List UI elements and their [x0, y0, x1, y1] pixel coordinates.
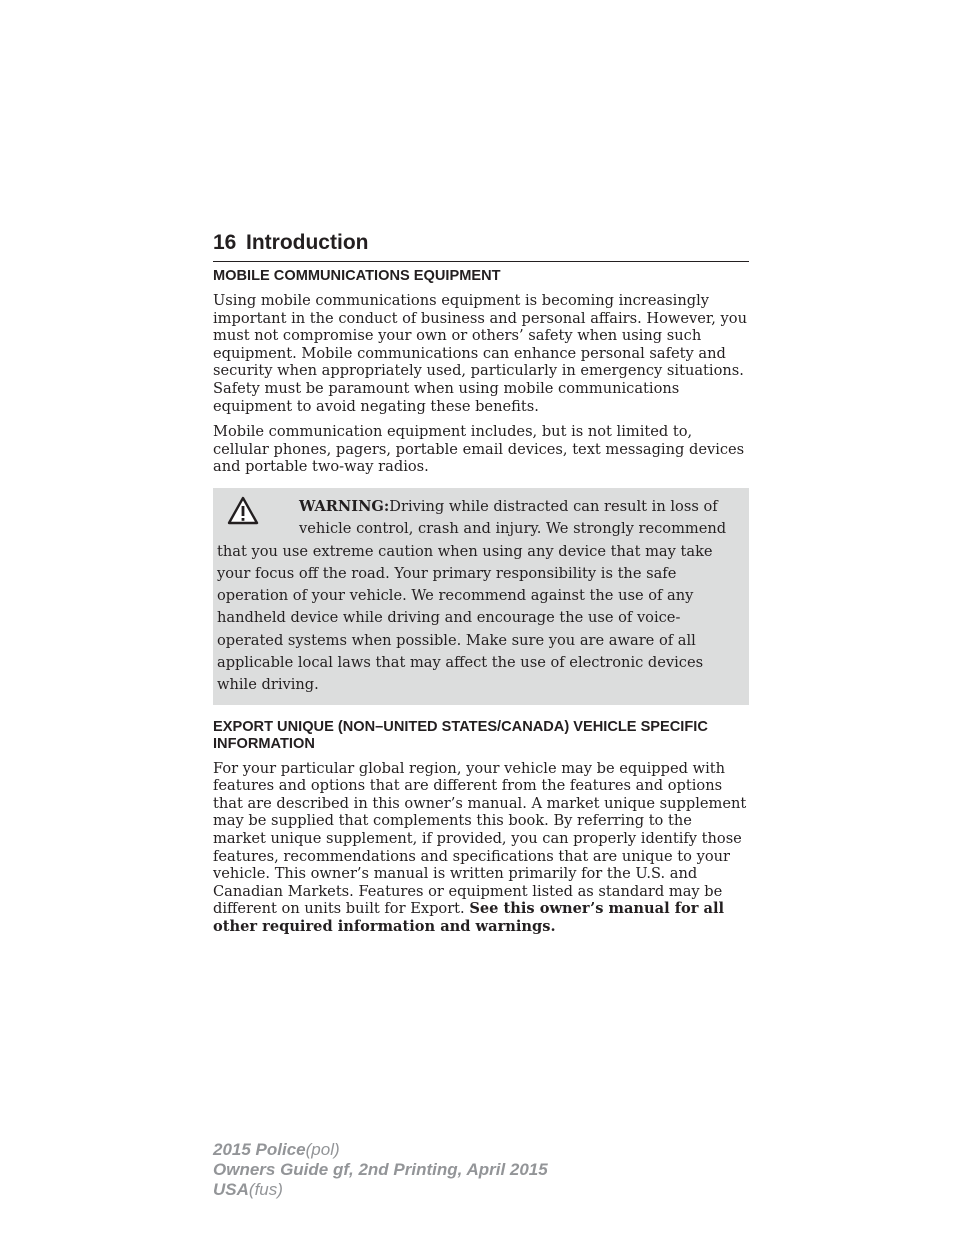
warning-box: [213, 488, 749, 705]
section-heading-export: EXPORT UNIQUE (NON–UNITED STATES/CANADA) VEHICLE SPECIFIC INFORMATION: [213, 718, 708, 752]
page-header: [213, 231, 749, 262]
section-heading-mobile: MOBILE COMMUNICATIONS EQUIPMENT: [213, 268, 501, 284]
paragraph-mobile-1: Using mobile communications equipment is becoming increasingly important in the conduct of business and personal affairs. However, you must not compromise your own or others’ safety when using such equipment. Mobile communications can enhance personal safety and security when appropriately used, particularly in emergency situations. Safety must be paramount when using mobile communications equipment to avoid negating these benefits.: [213, 292, 747, 415]
paragraph-export-bold: See this owner’s manual for all other required information and warnings.: [213, 900, 725, 935]
warning-triangle-icon: [227, 496, 259, 526]
footer-model: 2015 Police: [213, 1140, 306, 1159]
footer-market: USA: [213, 1180, 249, 1199]
paragraph-mobile-2: Mobile communication equipment includes, but is not limited to, cellular phones, pagers, portable email devices, text messaging devices and portable two-way radios.: [213, 423, 745, 476]
warning-text: Driving while distracted can result in loss of vehicle control, crash and injury. We strongly recommend that you use extreme caution when using any device that may take your focus off the road. Your primary responsibility is the safe operation of your vehicle. We recommend against the use of any handheld device while driving and encourage the use of voice-operated systems when possible. Make sure you are aware of all applicable local laws that may affect the use of electronic devices while driving.: [217, 497, 727, 694]
footer-printing: Owners Guide gf, 2nd Printing, April 2015: [213, 1160, 548, 1179]
paragraph-export-text: For your particular global region, your vehicle may be equipped with features and options that are different from the features and options that are described in this owner’s manual. A market unique supplement may be supplied that complements this book. By referring to the market unique supplement, if provided, you can properly identify those features, recommendations and specifications that are unique to your vehicle. This owner’s manual is written primarily for the U.S. and Canadian Markets. Features or equipment listed as standard may be different on units built for Export.: [213, 759, 747, 918]
footer-line-1: [213, 1140, 548, 1160]
page-content: [213, 268, 749, 944]
footer-model-code: (pol): [305, 1140, 340, 1159]
footer-line-3: [213, 1180, 548, 1200]
footer-line-2: [213, 1160, 548, 1180]
warning-label: WARNING:: [299, 497, 390, 515]
page-footer: [213, 1140, 548, 1200]
footer-market-code: (fus): [248, 1180, 283, 1199]
chapter-title: Introduction: [246, 231, 369, 254]
paragraph-export: [213, 760, 749, 936]
page-number: 16: [213, 231, 237, 254]
